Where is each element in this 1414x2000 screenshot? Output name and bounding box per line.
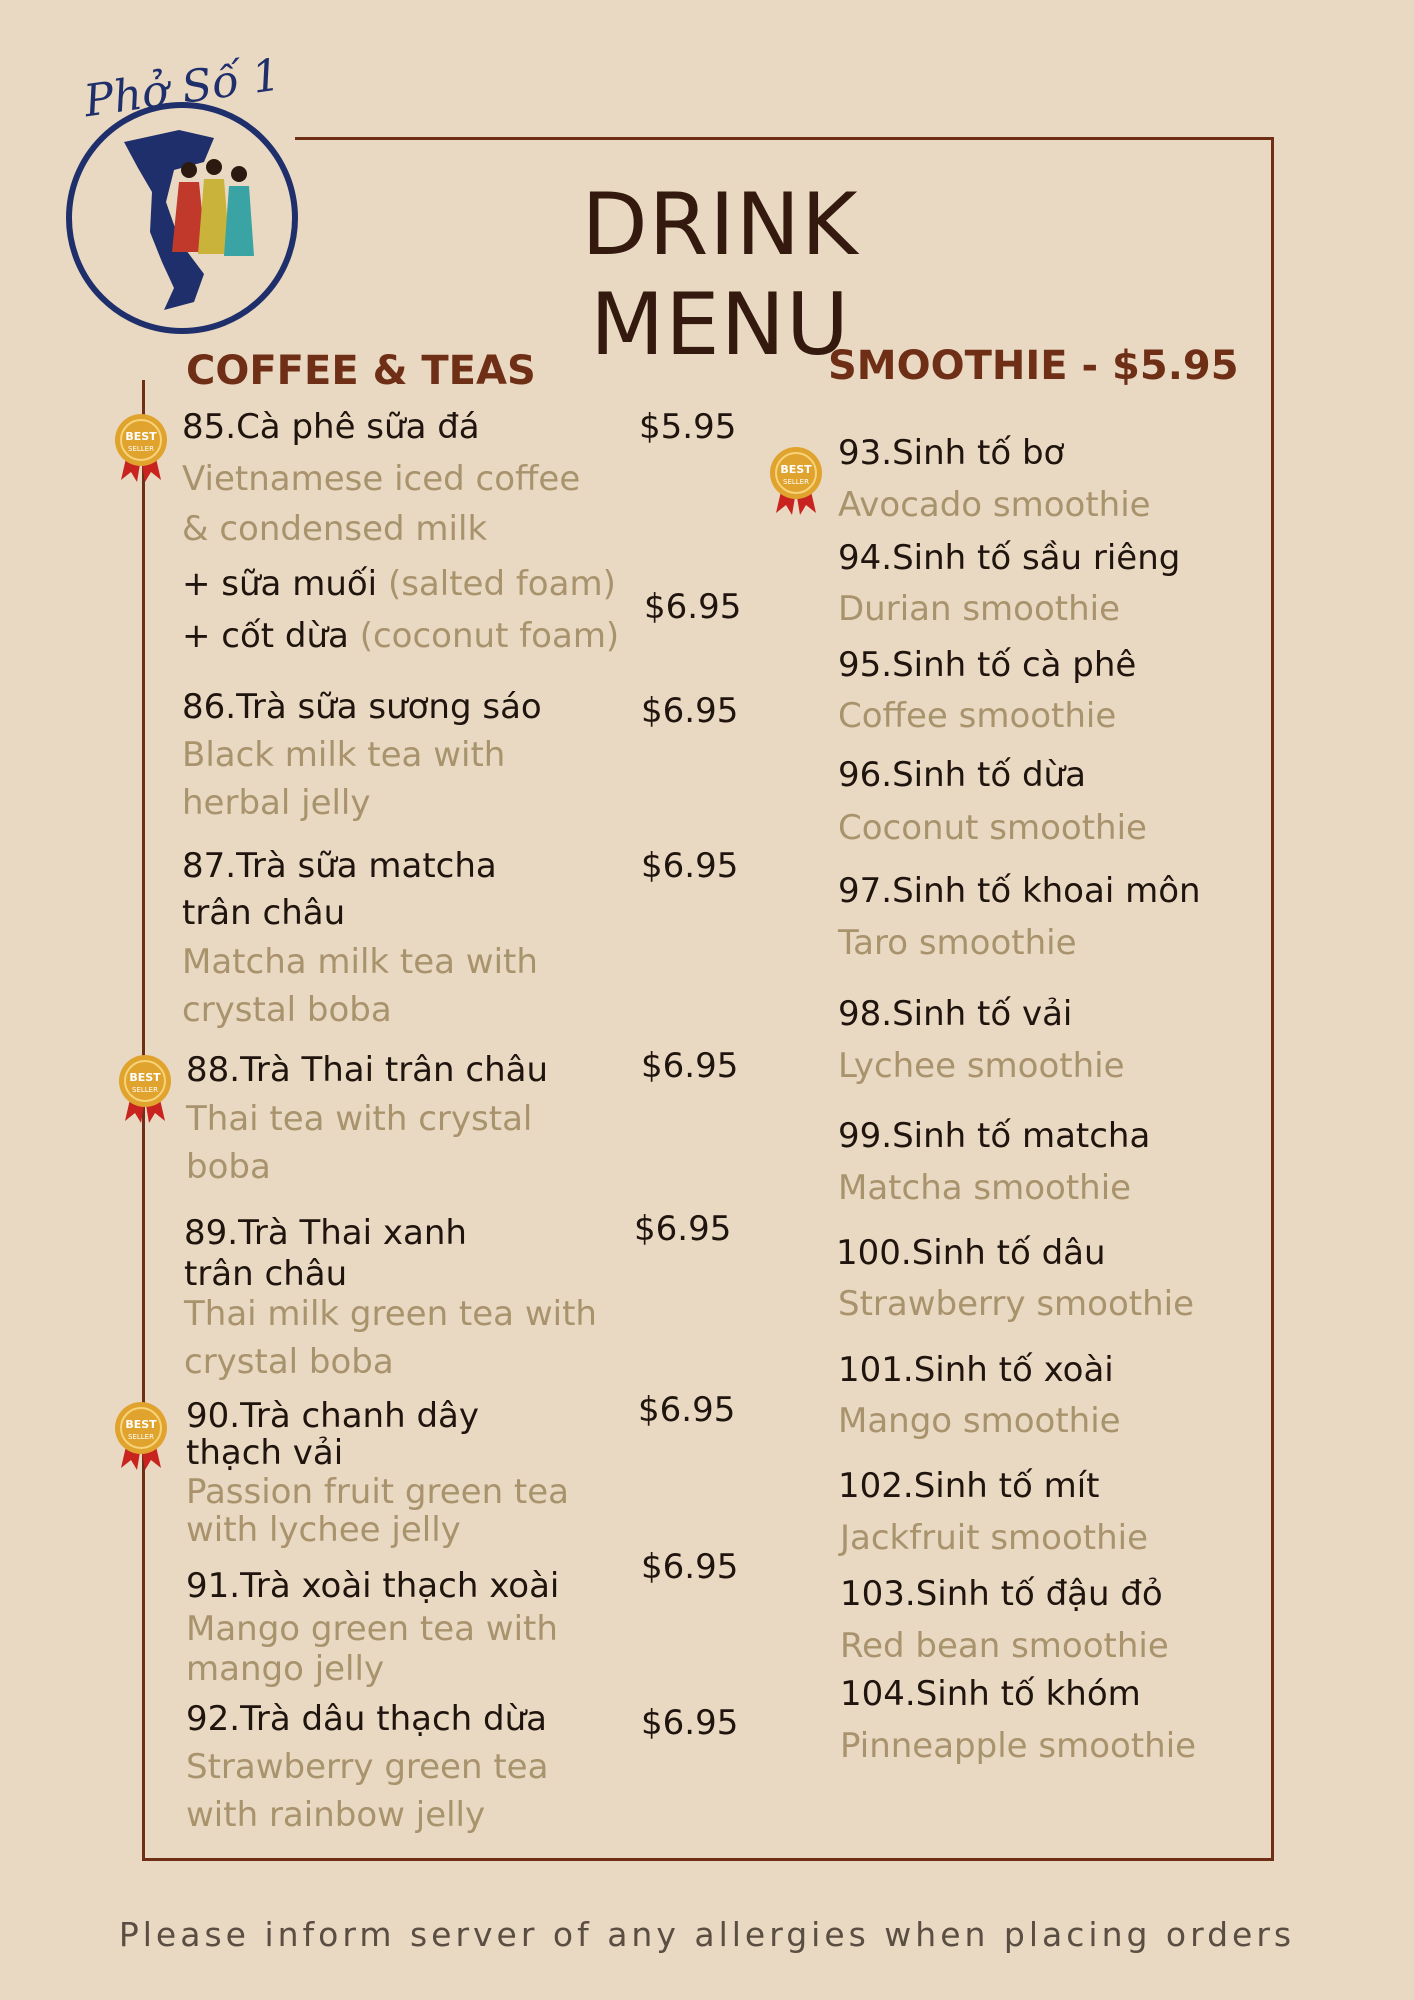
menu-item-name: 86.Trà sữa sương sáo xyxy=(182,687,542,727)
menu-item-description: Passion fruit green tea xyxy=(186,1472,570,1512)
menu-item-name-continued: thạch vải xyxy=(186,1433,344,1473)
menu-item-price: $5.95 xyxy=(639,407,737,447)
menu-item-description: Coffee smoothie xyxy=(838,696,1117,736)
menu-item-name: 89.Trà Thai xanh xyxy=(184,1213,467,1253)
menu-item-description: Lychee smoothie xyxy=(838,1046,1125,1086)
badge-label-seller: SELLER xyxy=(128,445,154,453)
menu-item-description: Mango green tea with xyxy=(186,1609,558,1649)
menu-item-name: 104.Sinh tố khóm xyxy=(840,1674,1141,1714)
menu-item-name: 98.Sinh tố vải xyxy=(838,994,1073,1034)
menu-item-price: $6.95 xyxy=(638,1390,736,1430)
menu-item-description: with rainbow jelly xyxy=(186,1795,486,1835)
menu-item-description: Avocado smoothie xyxy=(838,485,1151,525)
menu-item-description: Black milk tea with xyxy=(182,735,506,775)
menu-item-price: $6.95 xyxy=(641,1703,739,1743)
menu-item-description: crystal boba xyxy=(182,990,392,1030)
menu-item-description: Vietnamese iced coffee xyxy=(182,459,581,499)
addon-name: + cốt dừa xyxy=(182,616,349,656)
menu-item-description: Taro smoothie xyxy=(838,923,1077,963)
menu-item-description: Thai tea with crystal xyxy=(186,1099,533,1139)
menu-item-description: Coconut smoothie xyxy=(838,808,1147,848)
menu-item-description: with lychee jelly xyxy=(186,1510,461,1550)
menu-item-price: $6.95 xyxy=(634,1209,732,1249)
menu-item-description: Jackfruit smoothie xyxy=(840,1518,1149,1558)
menu-item-name: 97.Sinh tố khoai môn xyxy=(838,871,1201,911)
menu-item-name: 91.Trà xoài thạch xoài xyxy=(186,1566,560,1606)
addon-name: + sữa muối xyxy=(182,564,378,604)
menu-item-name: 94.Sinh tố sầu riêng xyxy=(838,538,1181,578)
frame-border-right xyxy=(1271,137,1274,1861)
addon-price: $6.95 xyxy=(644,587,742,627)
badge-label-seller: SELLER xyxy=(128,1433,154,1441)
menu-item-description: & condensed milk xyxy=(182,509,488,549)
menu-item-price: $6.95 xyxy=(641,1547,739,1587)
frame-border-bottom xyxy=(142,1858,1274,1861)
page-title: DRINK MENU xyxy=(581,175,859,375)
menu-item-name: 99.Sinh tố matcha xyxy=(838,1116,1151,1156)
badge-label-seller: SELLER xyxy=(783,478,809,486)
menu-item-description: boba xyxy=(186,1147,271,1187)
menu-item-description: Mango smoothie xyxy=(838,1401,1121,1441)
menu-item-description: mango jelly xyxy=(186,1649,385,1689)
menu-item-name: 96.Sinh tố dừa xyxy=(838,755,1086,795)
menu-item-name-continued: trân châu xyxy=(182,893,346,933)
menu-item-description: Matcha smoothie xyxy=(838,1168,1132,1208)
frame-border-top xyxy=(295,137,1274,140)
menu-item-name: 93.Sinh tố bơ xyxy=(838,433,1065,473)
menu-item-name: 90.Trà chanh dây xyxy=(186,1396,479,1436)
best-seller-badge xyxy=(113,1400,169,1472)
section-title-smoothie: SMOOTHIE - $5.95 xyxy=(828,343,1239,389)
menu-item-name: 103.Sinh tố đậu đỏ xyxy=(840,1574,1163,1614)
menu-item-name: 100.Sinh tố dâu xyxy=(836,1233,1106,1273)
best-seller-badge xyxy=(768,445,824,517)
addon-description: (salted foam) xyxy=(387,564,616,604)
menu-item-description: crystal boba xyxy=(184,1342,394,1382)
menu-item-description: herbal jelly xyxy=(182,783,371,823)
badge-label-best: BEST xyxy=(780,463,812,476)
menu-item-description: Durian smoothie xyxy=(838,589,1121,629)
menu-item-name: 92.Trà dâu thạch dừa xyxy=(186,1699,547,1739)
menu-item-description: Red bean smoothie xyxy=(840,1626,1169,1666)
addon-salted-foam xyxy=(182,563,616,605)
menu-item-price: $6.95 xyxy=(641,1046,739,1086)
badge-label-best: BEST xyxy=(125,1418,157,1431)
menu-item-name: 95.Sinh tố cà phê xyxy=(838,645,1137,685)
menu-item-description: Pinneapple smoothie xyxy=(840,1726,1197,1766)
section-title-coffee: COFFEE & TEAS xyxy=(186,348,536,394)
restaurant-logo xyxy=(54,42,304,342)
menu-item-name: 102.Sinh tố mít xyxy=(838,1466,1100,1506)
menu-item-description: Strawberry smoothie xyxy=(838,1284,1195,1324)
menu-item-description: Matcha milk tea with xyxy=(182,942,538,982)
menu-item-price: $6.95 xyxy=(641,691,739,731)
addon-coconut-foam xyxy=(182,615,619,657)
badge-label-best: BEST xyxy=(129,1071,161,1084)
menu-item-description: Strawberry green tea xyxy=(186,1747,549,1787)
menu-item-name: 101.Sinh tố xoài xyxy=(838,1350,1114,1390)
menu-item-name: 88.Trà Thai trân châu xyxy=(186,1050,548,1090)
menu-item-price: $6.95 xyxy=(641,846,739,886)
badge-label-best: BEST xyxy=(125,430,157,443)
addon-description: (coconut foam) xyxy=(359,616,620,656)
menu-item-name: 87.Trà sữa matcha xyxy=(182,846,497,886)
menu-item-name: 85.Cà phê sữa đá xyxy=(182,407,480,447)
menu-item-name-continued: trân châu xyxy=(184,1254,348,1294)
best-seller-badge xyxy=(113,412,169,484)
allergy-notice: Please inform server of any allergies when placing orders xyxy=(118,1915,1296,1954)
best-seller-badge xyxy=(117,1053,173,1125)
badge-label-seller: SELLER xyxy=(132,1086,158,1094)
logo-text: Phở Số 1 xyxy=(80,49,284,128)
menu-item-description: Thai milk green tea with xyxy=(184,1294,597,1334)
